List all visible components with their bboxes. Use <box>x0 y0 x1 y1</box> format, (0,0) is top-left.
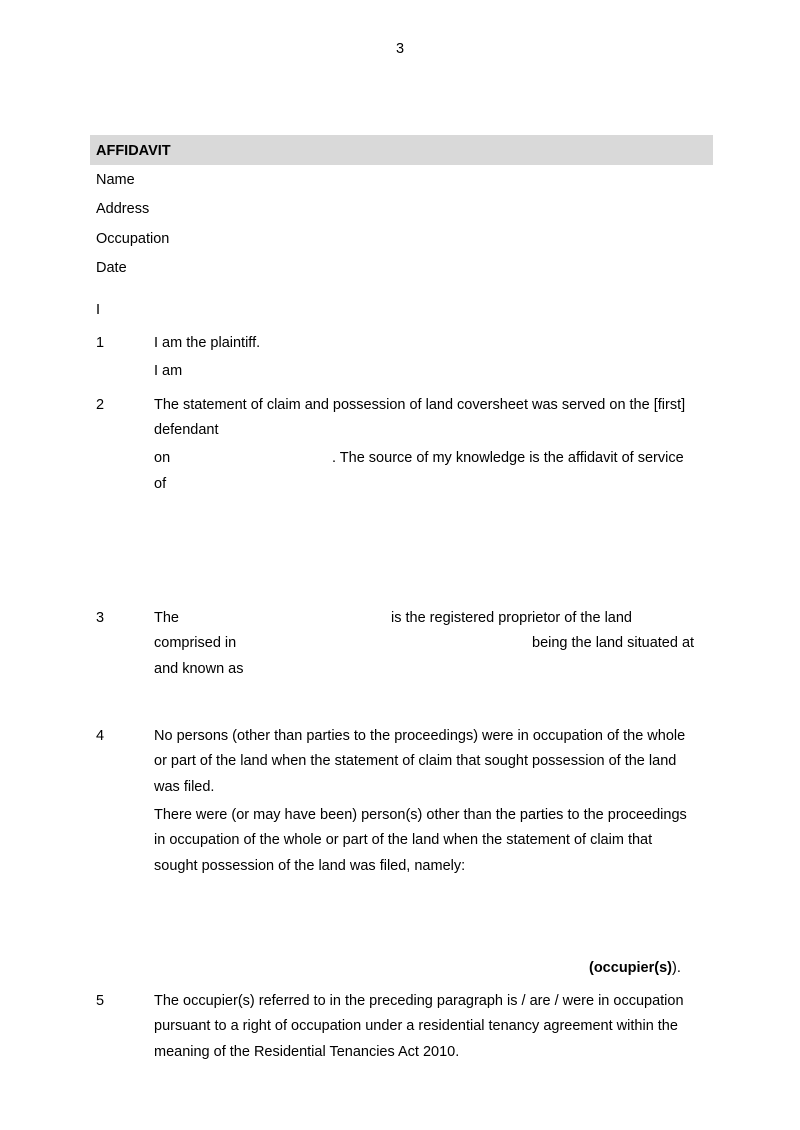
paragraph-2-line: defendant <box>154 422 219 438</box>
paragraph-1-option-b: I am <box>154 363 183 379</box>
paragraph-2-line: of <box>154 476 167 492</box>
paragraph-2-on-label: on <box>154 450 171 466</box>
paragraph-4-option-b-line: in occupation of the whole or part of the land when the statement of claim that <box>154 832 653 848</box>
paragraph-4-number: 4 <box>96 728 105 744</box>
paragraph-5-line: The occupier(s) referred to in the preceding paragraph is / are / were in occupation <box>154 993 684 1009</box>
section-title: AFFIDAVIT <box>96 143 171 159</box>
paragraph-3-line: comprised in <box>154 635 237 651</box>
field-address-label: Address <box>96 201 150 217</box>
paragraph-4-option-a-line: No persons (other than parties to the proceedings) were in occupation of the whole <box>154 728 686 744</box>
page-number: 3 <box>395 41 405 57</box>
paragraph-5-number: 5 <box>96 993 105 1009</box>
paragraph-4-option-a-line: or part of the land when the statement of claim that sought possession of the land <box>154 753 677 769</box>
section-header-bar <box>90 135 713 165</box>
paragraph-5-line: meaning of the Residential Tenancies Act 2010. <box>154 1044 460 1060</box>
field-name-label: Name <box>96 172 135 188</box>
deponent-intro: I <box>96 302 101 318</box>
paragraph-3-number: 3 <box>96 610 105 626</box>
paragraph-4-option-a-line: was filed. <box>154 779 215 795</box>
occupier-definition <box>589 959 681 977</box>
paragraph-3-line: being the land situated at <box>532 635 695 651</box>
paragraph-2-line: The statement of claim and possession of land coversheet was served on the [first] <box>154 397 686 413</box>
field-occupation-label: Occupation <box>96 231 170 247</box>
paragraph-5-line: pursuant to a right of occupation under a residential tenancy agreement within the <box>154 1018 678 1034</box>
occupier-label: (occupier(s) <box>589 960 672 976</box>
paragraph-2-line: . The source of my knowledge is the affidavit of service <box>332 450 684 466</box>
paragraph-3-line: The <box>154 610 179 626</box>
occupier-suffix: ). <box>672 960 681 976</box>
paragraph-4-option-b-line: sought possession of the land was filed, namely: <box>154 858 466 874</box>
paragraph-1-number: 1 <box>96 335 105 351</box>
paragraph-3-line: and known as <box>154 661 244 677</box>
paragraph-2-number: 2 <box>96 397 105 413</box>
field-date-label: Date <box>96 260 127 276</box>
paragraph-4-option-b-line: There were (or may have been) person(s) other than the parties to the proceedings <box>154 807 687 823</box>
paragraph-3-line: is the registered proprietor of the land <box>391 610 632 626</box>
paragraph-1-option-a: I am the plaintiff. <box>154 335 261 351</box>
